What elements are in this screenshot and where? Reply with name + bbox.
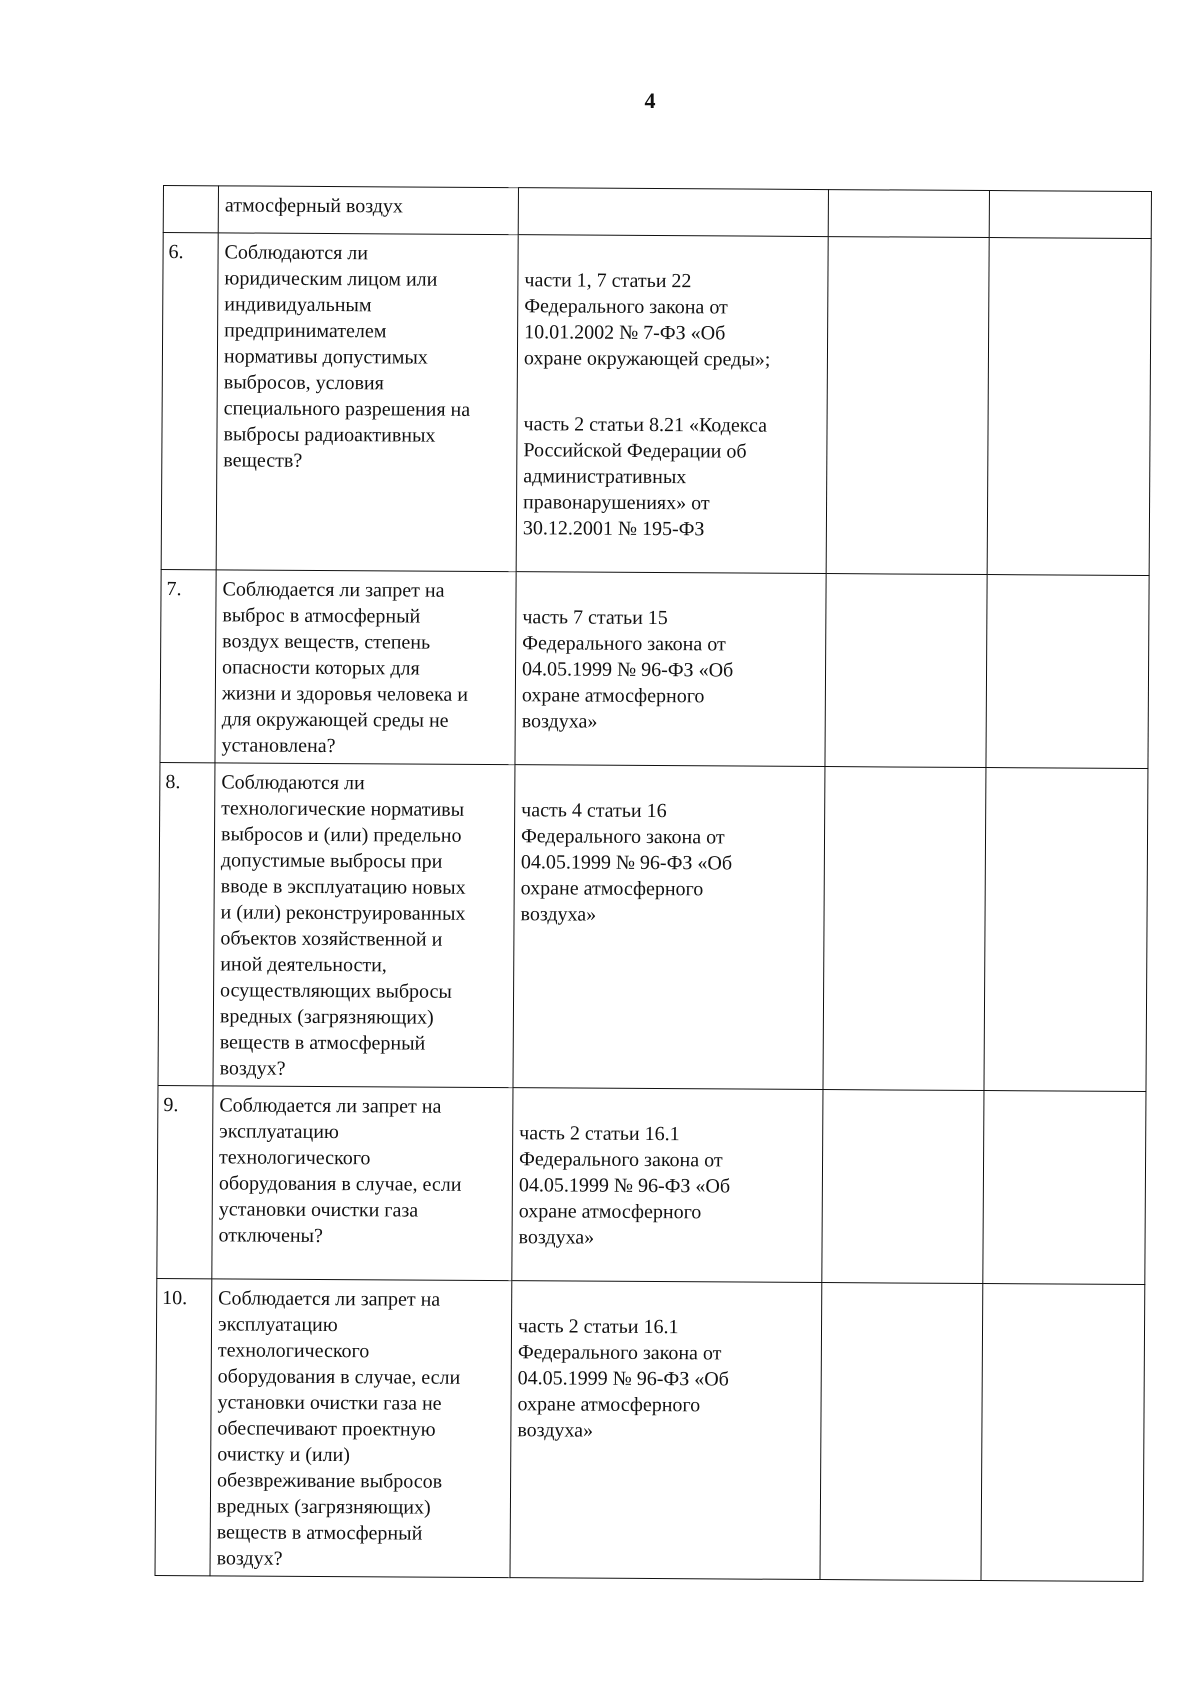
answer-cell bbox=[820, 1283, 983, 1581]
answer-cell bbox=[823, 767, 986, 1091]
row-number-cell: 6. bbox=[161, 233, 218, 570]
row-number-cell: 9. bbox=[157, 1085, 213, 1278]
note-cell bbox=[981, 1284, 1145, 1582]
answer-cell bbox=[822, 1090, 984, 1284]
table-row bbox=[160, 569, 1149, 768]
note-cell bbox=[987, 238, 1151, 576]
answer-cell bbox=[826, 237, 989, 575]
legal-reference: часть 2 статьи 8.21 «Кодекса Российской Федерации об административных правонарушениях» от 30.12.2001 № 195-ФЗ bbox=[522, 413, 768, 541]
reference-cell bbox=[512, 1088, 823, 1283]
question-cell: Соблюдается ли запрет на эксплуатацию технологического оборудования в случае, если установки очистки газа не обеспечивают проектную очистку и (или) обезвреживание выбросов вредных (загрязняющих) веществ в атмосферный воздух? bbox=[210, 1279, 512, 1578]
table-row bbox=[161, 233, 1151, 576]
question-cell: Соблюдаются ли технологические нормативы выбросов и (или) предельно допустимые выбросы при вводе в эксплуатацию новых и (или) реконструированных объектов хозяйственной и иной деятельности, осуществляющих выбросы вредных (загрязняющих) веществ в атмосферный воздух? bbox=[213, 763, 515, 1088]
table-row bbox=[157, 1085, 1146, 1284]
answer-cell bbox=[828, 190, 989, 238]
legal-reference: часть 7 статьи 15 Федерального закона от 04.05.1999 № 96-ФЗ «Об охране атмосферного воздуха» bbox=[521, 606, 734, 733]
row-number-cell: 10. bbox=[155, 1278, 212, 1575]
reference-cell bbox=[516, 235, 828, 574]
question-cell: Соблюдается ли запрет на эксплуатацию технологического оборудования в случае, если установки очистки газа отключены? bbox=[212, 1086, 513, 1281]
reference-cell bbox=[510, 1281, 822, 1580]
note-cell bbox=[989, 191, 1151, 239]
row-number-cell: 7. bbox=[160, 569, 216, 762]
checklist-table bbox=[155, 185, 1152, 1582]
question-cell: атмосферный воздух bbox=[218, 186, 518, 235]
table-row bbox=[158, 762, 1148, 1091]
page-number: 4 bbox=[644, 88, 656, 113]
reference-cell bbox=[518, 188, 828, 237]
note-cell bbox=[984, 768, 1148, 1092]
note-cell bbox=[986, 575, 1149, 769]
table-row bbox=[155, 1278, 1145, 1581]
row-number-cell: 8. bbox=[158, 762, 215, 1085]
reference-cell bbox=[515, 572, 826, 767]
question-cell: Соблюдаются ли юридическим лицом или индивидуальным предпринимателем нормативы допустимых выбросов, условия специального разрешения на выбросы радиоактивных веществ? bbox=[216, 233, 518, 572]
legal-reference: часть 2 статьи 16.1 Федерального закона от 04.05.1999 № 96-ФЗ «Об охране атмосферного воздуха» bbox=[517, 1315, 729, 1442]
note-cell bbox=[983, 1091, 1146, 1285]
table-row-continuation bbox=[163, 186, 1151, 239]
legal-reference: часть 2 статьи 16.1 Федерального закона от 04.05.1999 № 96-ФЗ «Об охране атмосферного воздуха» bbox=[518, 1122, 731, 1249]
question-cell: Соблюдается ли запрет на выброс в атмосферный воздух веществ, степень опасности которых для жизни и здоровья человека и для окружающей среды не установлена? bbox=[215, 570, 516, 765]
legal-reference: части 1, 7 статьи 22 Федерального закона от 10.01.2002 № 7-ФЗ «Об охране окружающей среды»; bbox=[523, 269, 771, 371]
answer-cell bbox=[825, 574, 987, 768]
reference-cell bbox=[513, 765, 825, 1090]
row-number-cell bbox=[163, 186, 218, 233]
legal-reference: часть 4 статьи 16 Федерального закона от 04.05.1999 № 96-ФЗ «Об охране атмосферного воздуха» bbox=[520, 799, 733, 926]
